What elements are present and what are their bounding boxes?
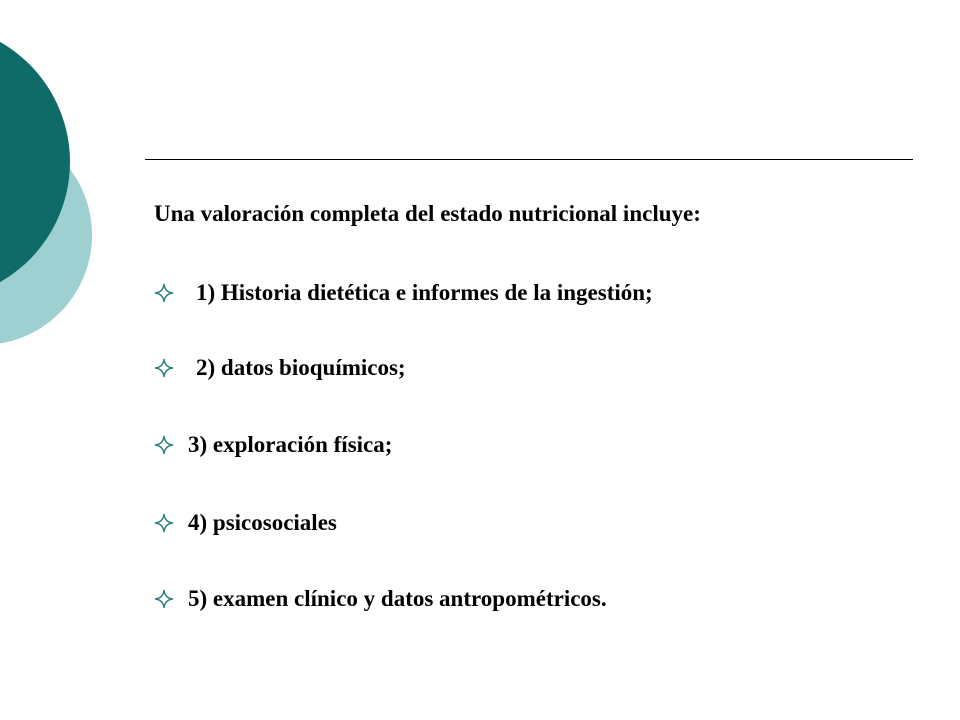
hollow-diamond-star-icon (154, 435, 174, 455)
hollow-diamond-star-icon (154, 283, 174, 303)
decorative-circles (0, 0, 120, 400)
hollow-diamond-star-icon (154, 358, 174, 378)
list-item (154, 510, 337, 536)
list-item-text: 5) examen clínico y datos antropométricos. (188, 586, 607, 611)
list-item-text: 3) exploración física; (188, 432, 393, 457)
list-item (154, 280, 653, 306)
list-item (154, 355, 406, 381)
hollow-diamond-star-icon (154, 513, 174, 533)
list-item-text: 4) psicosociales (188, 510, 337, 535)
list-item-text: 1) Historia dietética e informes de la ingestión; (196, 280, 653, 305)
list-item (154, 432, 392, 458)
list-item (154, 586, 607, 612)
title-divider (145, 159, 913, 160)
hollow-diamond-star-icon (154, 589, 174, 609)
list-item-text: 2) datos bioquímicos; (196, 355, 406, 380)
intro-text: Una valoración completa del estado nutricional incluye: (154, 201, 701, 226)
